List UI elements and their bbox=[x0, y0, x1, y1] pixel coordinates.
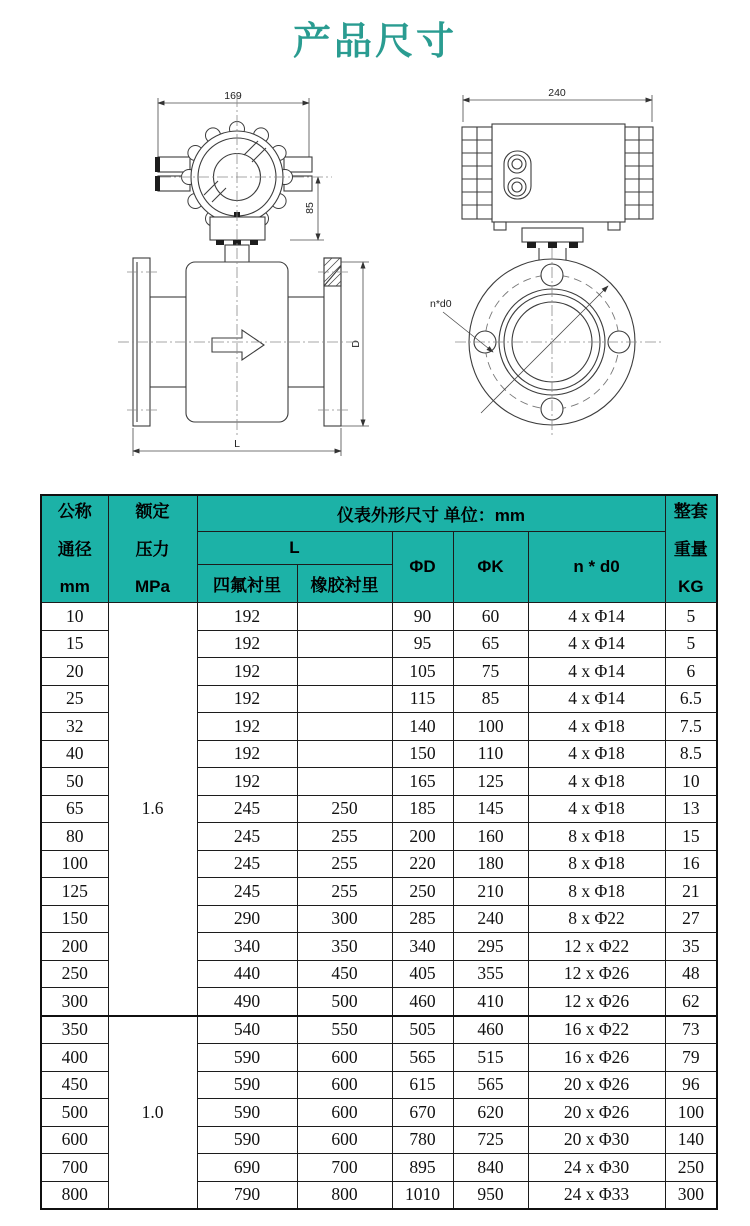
cell-n-d0: 8 x Φ18 bbox=[528, 850, 665, 878]
cell-phi-d: 340 bbox=[392, 933, 453, 961]
cell-phi-d: 405 bbox=[392, 960, 453, 988]
cell-nominal-diameter: 32 bbox=[41, 713, 108, 741]
cell-l-rubber bbox=[297, 740, 392, 768]
cell-phi-k: 60 bbox=[453, 603, 528, 631]
cell-nominal-diameter: 150 bbox=[41, 905, 108, 933]
header-nominal-line2: 通径 bbox=[57, 539, 92, 559]
header-pressure-line1: 额定 bbox=[135, 502, 170, 521]
cell-phi-k: 840 bbox=[453, 1154, 528, 1182]
header-outline-dimensions: 仪表外形尺寸 单位：mm bbox=[197, 495, 665, 531]
cell-phi-k: 125 bbox=[453, 768, 528, 796]
header-pressure-line2: 压力 bbox=[135, 539, 170, 559]
cell-l-rubber bbox=[297, 685, 392, 713]
cell-l-rubber: 550 bbox=[297, 1016, 392, 1044]
cell-l-rubber: 450 bbox=[297, 960, 392, 988]
header-nominal-line1: 公称 bbox=[57, 502, 92, 521]
cell-weight: 21 bbox=[665, 878, 717, 906]
cell-n-d0: 16 x Φ26 bbox=[528, 1044, 665, 1072]
cell-weight: 7.5 bbox=[665, 713, 717, 741]
cell-l-rubber: 350 bbox=[297, 933, 392, 961]
cell-l-ptfe: 590 bbox=[197, 1126, 297, 1154]
table-row bbox=[41, 1016, 717, 1044]
cell-nominal-diameter: 300 bbox=[41, 988, 108, 1016]
left-diameter-dimension: D bbox=[350, 340, 362, 348]
cell-phi-d: 460 bbox=[392, 988, 453, 1016]
cell-weight: 10 bbox=[665, 768, 717, 796]
cell-phi-k: 295 bbox=[453, 933, 528, 961]
cell-weight: 300 bbox=[665, 1181, 717, 1209]
cell-phi-d: 140 bbox=[392, 713, 453, 741]
cell-n-d0: 20 x Φ30 bbox=[528, 1126, 665, 1154]
cell-l-ptfe: 590 bbox=[197, 1099, 297, 1127]
cell-phi-d: 780 bbox=[392, 1126, 453, 1154]
cell-l-rubber: 600 bbox=[297, 1099, 392, 1127]
cell-nominal-diameter: 350 bbox=[41, 1016, 108, 1044]
cell-n-d0: 4 x Φ18 bbox=[528, 768, 665, 796]
cell-nominal-diameter: 80 bbox=[41, 823, 108, 851]
page-title: 产品尺寸 bbox=[292, 21, 457, 63]
cell-phi-k: 145 bbox=[453, 795, 528, 823]
cell-l-ptfe: 290 bbox=[197, 905, 297, 933]
cell-nominal-diameter: 40 bbox=[41, 740, 108, 768]
cell-nominal-diameter: 250 bbox=[41, 960, 108, 988]
cell-l-rubber: 255 bbox=[297, 823, 392, 851]
cell-phi-d: 670 bbox=[392, 1099, 453, 1127]
cell-l-rubber: 800 bbox=[297, 1181, 392, 1209]
cell-l-ptfe: 192 bbox=[197, 740, 297, 768]
cell-phi-k: 240 bbox=[453, 905, 528, 933]
cell-phi-k: 355 bbox=[453, 960, 528, 988]
cell-n-d0: 4 x Φ14 bbox=[528, 603, 665, 631]
cell-l-ptfe: 690 bbox=[197, 1154, 297, 1182]
cell-nominal-diameter: 600 bbox=[41, 1126, 108, 1154]
cell-l-ptfe: 790 bbox=[197, 1181, 297, 1209]
header-phi-k: ΦK bbox=[453, 531, 528, 603]
cell-l-ptfe: 192 bbox=[197, 630, 297, 658]
cell-weight: 73 bbox=[665, 1016, 717, 1044]
header-phi-d: ΦD bbox=[392, 531, 453, 603]
cell-weight: 27 bbox=[665, 905, 717, 933]
header-weight-unit: KG bbox=[678, 577, 704, 596]
cell-n-d0: 4 x Φ18 bbox=[528, 713, 665, 741]
cell-l-ptfe: 340 bbox=[197, 933, 297, 961]
cell-phi-d: 615 bbox=[392, 1071, 453, 1099]
cell-phi-k: 180 bbox=[453, 850, 528, 878]
cell-rated-pressure: 1.0 bbox=[108, 1016, 197, 1210]
cell-l-rubber bbox=[297, 768, 392, 796]
cell-l-rubber: 250 bbox=[297, 795, 392, 823]
cell-weight: 62 bbox=[665, 988, 717, 1016]
cell-l-rubber: 600 bbox=[297, 1126, 392, 1154]
cell-phi-d: 105 bbox=[392, 658, 453, 686]
cell-phi-k: 65 bbox=[453, 630, 528, 658]
cell-weight: 5 bbox=[665, 603, 717, 631]
cell-n-d0: 4 x Φ14 bbox=[528, 630, 665, 658]
left-height-dimension: 85 bbox=[304, 202, 316, 214]
cell-phi-k: 620 bbox=[453, 1099, 528, 1127]
cell-l-ptfe: 245 bbox=[197, 878, 297, 906]
header-rated-pressure bbox=[108, 495, 197, 603]
cell-l-ptfe: 192 bbox=[197, 768, 297, 796]
cell-n-d0: 12 x Φ26 bbox=[528, 988, 665, 1016]
cell-l-rubber: 255 bbox=[297, 850, 392, 878]
cell-l-rubber: 600 bbox=[297, 1044, 392, 1072]
header-nominal-unit: mm bbox=[59, 577, 90, 596]
cell-n-d0: 8 x Φ18 bbox=[528, 823, 665, 851]
cell-n-d0: 24 x Φ33 bbox=[528, 1181, 665, 1209]
cell-l-rubber bbox=[297, 713, 392, 741]
header-nominal-diameter bbox=[41, 495, 108, 603]
left-ribbed-cap bbox=[462, 127, 492, 219]
cell-nominal-diameter: 400 bbox=[41, 1044, 108, 1072]
cell-n-d0: 4 x Φ14 bbox=[528, 685, 665, 713]
cell-weight: 79 bbox=[665, 1044, 717, 1072]
cell-nominal-diameter: 20 bbox=[41, 658, 108, 686]
cell-l-ptfe: 590 bbox=[197, 1044, 297, 1072]
cell-nominal-diameter: 200 bbox=[41, 933, 108, 961]
cell-phi-k: 100 bbox=[453, 713, 528, 741]
header-weight-line1: 整套 bbox=[673, 502, 708, 521]
flange-face-view bbox=[455, 248, 662, 438]
cell-phi-k: 460 bbox=[453, 1016, 528, 1044]
technical-drawings bbox=[0, 80, 750, 480]
cell-n-d0: 24 x Φ30 bbox=[528, 1154, 665, 1182]
cell-phi-d: 220 bbox=[392, 850, 453, 878]
cell-nominal-diameter: 65 bbox=[41, 795, 108, 823]
cell-l-rubber: 700 bbox=[297, 1154, 392, 1182]
header-l-group: L bbox=[197, 531, 392, 565]
cell-l-ptfe: 245 bbox=[197, 850, 297, 878]
cell-phi-d: 115 bbox=[392, 685, 453, 713]
cell-nominal-diameter: 125 bbox=[41, 878, 108, 906]
cell-phi-d: 185 bbox=[392, 795, 453, 823]
cell-l-ptfe: 540 bbox=[197, 1016, 297, 1044]
cell-l-ptfe: 192 bbox=[197, 658, 297, 686]
cell-nominal-diameter: 15 bbox=[41, 630, 108, 658]
cell-phi-d: 165 bbox=[392, 768, 453, 796]
cell-nominal-diameter: 50 bbox=[41, 768, 108, 796]
cell-rated-pressure: 1.6 bbox=[108, 603, 197, 1016]
cell-n-d0: 16 x Φ22 bbox=[528, 1016, 665, 1044]
cell-n-d0: 8 x Φ22 bbox=[528, 905, 665, 933]
cell-nominal-diameter: 25 bbox=[41, 685, 108, 713]
cell-phi-k: 210 bbox=[453, 878, 528, 906]
cell-l-rubber bbox=[297, 630, 392, 658]
cell-l-ptfe: 192 bbox=[197, 685, 297, 713]
cell-phi-k: 110 bbox=[453, 740, 528, 768]
left-width-dimension: 169 bbox=[224, 90, 242, 102]
cell-weight: 15 bbox=[665, 823, 717, 851]
header-total-weight bbox=[665, 495, 717, 603]
cell-phi-k: 515 bbox=[453, 1044, 528, 1072]
cell-weight: 140 bbox=[665, 1126, 717, 1154]
right-ribbed-cap bbox=[625, 127, 653, 219]
cell-l-rubber bbox=[297, 658, 392, 686]
table-row bbox=[41, 603, 717, 631]
cell-phi-d: 90 bbox=[392, 603, 453, 631]
cell-phi-d: 565 bbox=[392, 1044, 453, 1072]
cell-phi-k: 725 bbox=[453, 1126, 528, 1154]
cell-weight: 35 bbox=[665, 933, 717, 961]
header-weight-line2: 重量 bbox=[673, 539, 708, 559]
cell-weight: 6.5 bbox=[665, 685, 717, 713]
cell-weight: 8.5 bbox=[665, 740, 717, 768]
cell-phi-d: 250 bbox=[392, 878, 453, 906]
table-header bbox=[41, 495, 717, 603]
header-n-d0: n * d0 bbox=[528, 531, 665, 603]
cell-l-rubber bbox=[297, 603, 392, 631]
cell-n-d0: 12 x Φ26 bbox=[528, 960, 665, 988]
header-rubber-lining: 橡胶衬里 bbox=[297, 565, 392, 603]
left-length-dimension: L bbox=[234, 438, 240, 450]
cell-l-rubber: 600 bbox=[297, 1071, 392, 1099]
cell-weight: 6 bbox=[665, 658, 717, 686]
cell-phi-d: 895 bbox=[392, 1154, 453, 1182]
cell-phi-k: 950 bbox=[453, 1181, 528, 1209]
cell-nominal-diameter: 500 bbox=[41, 1099, 108, 1127]
cell-nominal-diameter: 800 bbox=[41, 1181, 108, 1209]
cell-phi-d: 505 bbox=[392, 1016, 453, 1044]
cell-n-d0: 4 x Φ14 bbox=[528, 658, 665, 686]
cell-l-ptfe: 590 bbox=[197, 1071, 297, 1099]
cell-n-d0: 8 x Φ18 bbox=[528, 878, 665, 906]
cell-l-ptfe: 245 bbox=[197, 795, 297, 823]
cell-n-d0: 20 x Φ26 bbox=[528, 1099, 665, 1127]
bolt-holes-label: n*d0 bbox=[430, 298, 452, 310]
cell-l-ptfe: 440 bbox=[197, 960, 297, 988]
cell-weight: 5 bbox=[665, 630, 717, 658]
cell-weight: 13 bbox=[665, 795, 717, 823]
cell-l-ptfe: 192 bbox=[197, 713, 297, 741]
cell-phi-d: 285 bbox=[392, 905, 453, 933]
cell-phi-d: 95 bbox=[392, 630, 453, 658]
cell-phi-d: 200 bbox=[392, 823, 453, 851]
cell-l-rubber: 500 bbox=[297, 988, 392, 1016]
cell-n-d0: 20 x Φ26 bbox=[528, 1071, 665, 1099]
cell-nominal-diameter: 100 bbox=[41, 850, 108, 878]
cell-phi-d: 150 bbox=[392, 740, 453, 768]
cell-n-d0: 4 x Φ18 bbox=[528, 740, 665, 768]
cell-weight: 96 bbox=[665, 1071, 717, 1099]
cell-l-ptfe: 490 bbox=[197, 988, 297, 1016]
right-width-dimension: 240 bbox=[548, 87, 566, 99]
flowmeter-front-view-drawing bbox=[118, 90, 369, 456]
table-body bbox=[41, 603, 717, 1210]
header-pressure-unit: MPa bbox=[135, 577, 170, 596]
cell-phi-k: 410 bbox=[453, 988, 528, 1016]
cell-weight: 16 bbox=[665, 850, 717, 878]
cell-l-rubber: 255 bbox=[297, 878, 392, 906]
dimensions-table bbox=[40, 494, 718, 1210]
cell-phi-d: 1010 bbox=[392, 1181, 453, 1209]
cell-l-rubber: 300 bbox=[297, 905, 392, 933]
header-ptfe-lining: 四氟衬里 bbox=[197, 565, 297, 603]
cell-weight: 250 bbox=[665, 1154, 717, 1182]
cell-phi-k: 85 bbox=[453, 685, 528, 713]
cell-l-ptfe: 245 bbox=[197, 823, 297, 851]
cell-n-d0: 12 x Φ22 bbox=[528, 933, 665, 961]
cell-nominal-diameter: 10 bbox=[41, 603, 108, 631]
cell-phi-k: 565 bbox=[453, 1071, 528, 1099]
flowmeter-side-view-drawing bbox=[430, 87, 662, 438]
cell-weight: 48 bbox=[665, 960, 717, 988]
cell-weight: 100 bbox=[665, 1099, 717, 1127]
cell-l-ptfe: 192 bbox=[197, 603, 297, 631]
cell-phi-k: 75 bbox=[453, 658, 528, 686]
cell-n-d0: 4 x Φ18 bbox=[528, 795, 665, 823]
cell-nominal-diameter: 700 bbox=[41, 1154, 108, 1182]
cell-nominal-diameter: 450 bbox=[41, 1071, 108, 1099]
cell-phi-k: 160 bbox=[453, 823, 528, 851]
